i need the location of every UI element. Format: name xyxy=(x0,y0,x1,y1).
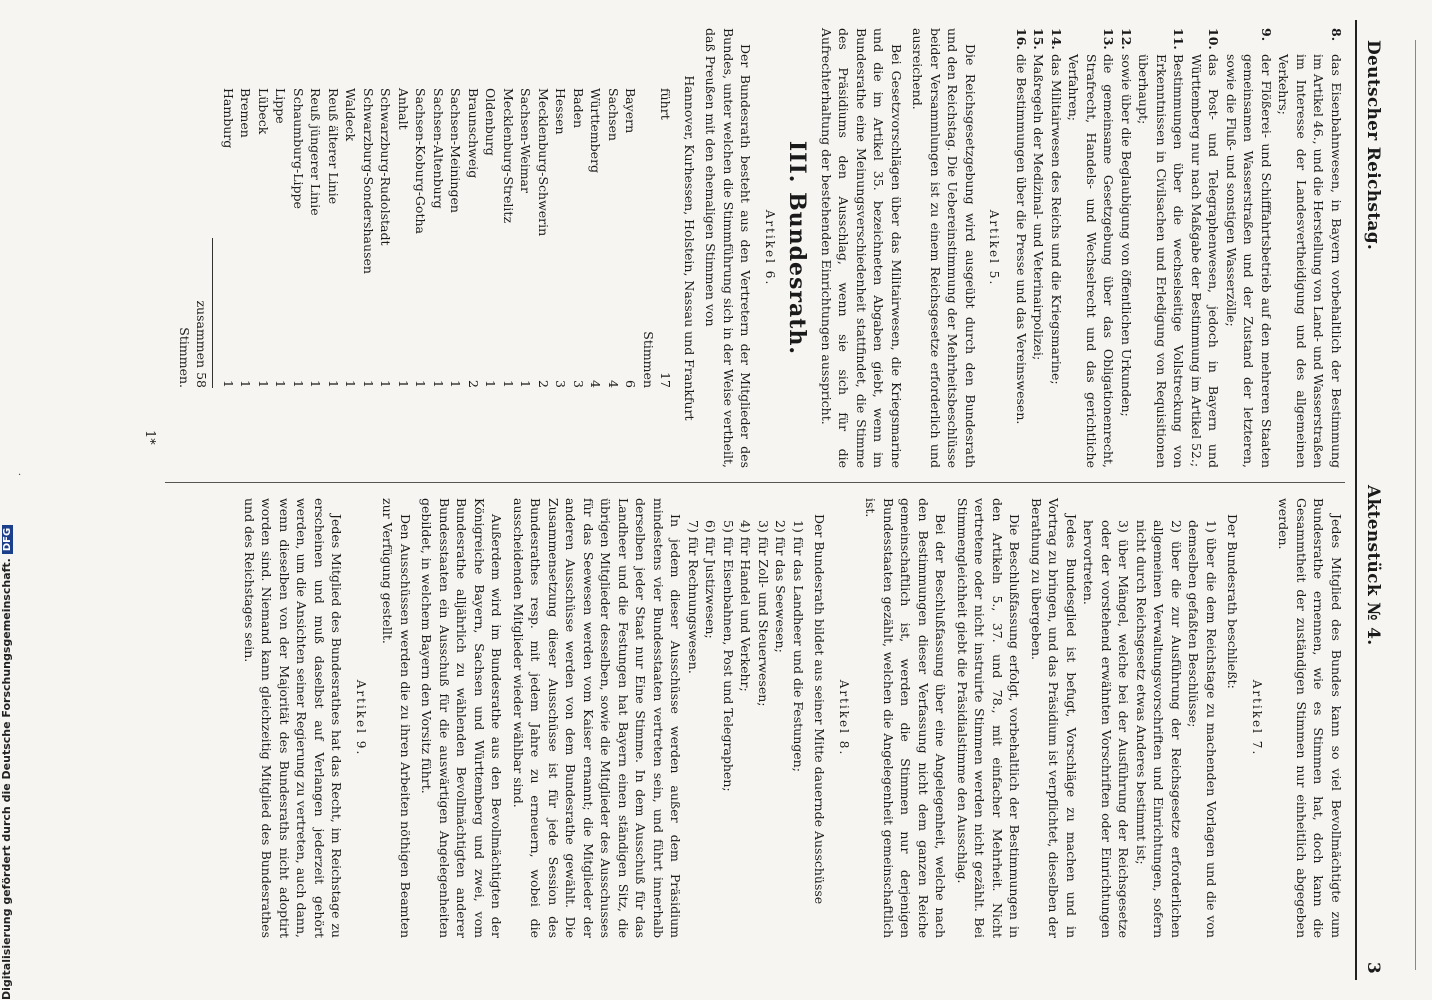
state-name: Bremen xyxy=(238,88,254,138)
article-8-intro: Der Bundesrath bildet aus seiner Mitte dauernde Ausschüsse xyxy=(812,514,828,905)
item-text: die gemeinsame Gesetzgebung über das Obligationenrecht, Strafrecht, Handels- und Wechselrecht und das gerichtliche Verfahren; xyxy=(1066,54,1117,468)
dfg-logo: DFG xyxy=(2,525,13,554)
article-8-item: 3) für Zoll- und Steuerwesen; xyxy=(756,520,771,707)
item-text: das Eisenbahnwesen, in Bayern vorbehaltlich der Bestimmung im Artikel 46., und die Herstellung von Land- und Wasserstraßen im Interesse der Landesvertheidigung und des allgemeinen Verkehrs; xyxy=(1276,54,1344,469)
vote-count: 1 xyxy=(483,380,499,388)
state-name: Anhalt xyxy=(396,88,411,130)
vote-row xyxy=(552,88,570,388)
vote-row xyxy=(535,88,553,388)
vote-count: 1 xyxy=(396,380,411,388)
item-text: das Militairwesen des Reichs und die Kriegsmarine; xyxy=(1049,54,1064,385)
article-7-paragraph-2: Die Beschlußfassung erfolgt, vorbehaltlich der Bestimmungen in den Artikeln 5., 37. und 78., mit einfacher Mehrheit. Nicht vertretene oder nicht instruirte Stimmen werden nicht gezählt. Bei Stimmengleichheit giebt die Präsidialstimme den Ausschlag. xyxy=(955,498,1023,938)
state-name: Mecklenburg-Schwerin xyxy=(536,88,551,237)
state-name: Bayern xyxy=(623,88,639,134)
vote-row xyxy=(342,88,360,388)
scan-speck: · xyxy=(18,470,22,481)
item-number: 14. xyxy=(1049,28,1064,50)
article-4-item xyxy=(1223,28,1276,468)
item-text: die Bestimmungen über die Presse und das Vereinswesen. xyxy=(1014,54,1029,425)
vote-row xyxy=(290,88,308,388)
item-number: 12. xyxy=(1119,28,1134,50)
vote-count: 1 xyxy=(413,380,429,388)
item-number: 16. xyxy=(1014,28,1029,50)
article-7-item: 1) über die dem Reichstage zu machenden Vorlagen und die von demselben gefaßten Beschlüsse; xyxy=(1186,520,1219,938)
article-8-item: 7) für Rechnungswesen. xyxy=(686,520,701,674)
article-4-item xyxy=(1065,28,1118,468)
state-name: Sachsen-Koburg-Gotha xyxy=(413,88,429,234)
state-name: Lübeck xyxy=(256,88,271,135)
vote-count: 2 xyxy=(536,380,551,388)
state-name: Lippe xyxy=(273,88,289,124)
vote-count: 1 xyxy=(343,380,359,388)
page-header xyxy=(1355,20,1385,980)
state-name: Waldeck xyxy=(343,88,359,142)
vote-row xyxy=(430,88,448,388)
state-name: Braunschweig xyxy=(466,88,481,179)
article-8-paragraph-3: Den Ausschüssen werden die zu ihren Arbeiten nöthigen Beamten zur Verfügung gestellt. xyxy=(380,498,413,938)
vote-row xyxy=(482,88,500,388)
vote-count: 1 xyxy=(308,380,324,388)
item-text: das Post- und Telegraphenwesen, jedoch in Bayern und Württemberg nur nach Maßgabe der Bestimmung im Artikel 52.; xyxy=(1189,54,1222,468)
state-name: Sachsen-Weimar xyxy=(518,88,534,193)
credit-text: Digitalisierung gefördert durch die Deutsche Forschungsgemeinschaft. xyxy=(0,558,13,1000)
vote-count: 4 xyxy=(606,380,621,388)
header-title: Deutscher Reichstag. xyxy=(1363,40,1383,251)
article-4-item xyxy=(1275,28,1345,468)
article-4-item xyxy=(1048,28,1066,468)
vote-row xyxy=(587,88,605,388)
article-6-closing: Jedes Mitglied des Bundes kann so viel Bevollmächtigte zum Bundesrathe ernennen, wie es Stimmen hat, doch kann die Gesammtheit der zuständigen Stimmen nur einheitlich abgegeben werden. xyxy=(1276,498,1344,938)
item-text: Maßregeln der Medizinal- und Veterinairpolizei; xyxy=(1031,54,1047,361)
article-4-item xyxy=(1188,28,1223,468)
vote-count: 1 xyxy=(238,380,254,388)
signature-mark: 1* xyxy=(142,430,157,445)
vote-count: 17 Stimmen xyxy=(641,331,674,388)
left-column xyxy=(176,28,1346,468)
vote-row xyxy=(465,88,483,388)
vote-count: 1 xyxy=(448,380,464,388)
vote-count: 1 xyxy=(518,380,534,388)
votes-total: zusammen 58 Stimmen. xyxy=(176,238,214,388)
header-document-number: Aktenstück № 4. xyxy=(1363,485,1383,646)
digitization-credit xyxy=(0,525,13,1000)
article-8-list xyxy=(685,520,808,938)
vote-row xyxy=(447,88,465,388)
vote-count: 1 xyxy=(431,380,446,388)
vote-row xyxy=(272,88,290,388)
state-name: Reuß jüngerer Linie xyxy=(308,88,324,216)
vote-row xyxy=(377,88,395,388)
state-name: Oldenburg xyxy=(483,88,499,156)
article-4-item xyxy=(1013,28,1031,468)
vote-row xyxy=(605,88,623,388)
article-8-paragraph-2: Außerdem wird im Bundesrathe aus den Bevollmächtigten der Königreiche Bayern, Sachsen und Württemberg und zwei, vom Bundesrathe alljährlich zu wählenden Bevollmächtigten anderer Bundesstaaten ein Ausschuß für die auswärtigen Angelegenheiten gebildet, in welchem Bayern den Vorsitz führt. xyxy=(419,498,505,938)
state-name: Sachsen-Meiningen xyxy=(448,88,464,213)
vote-count: 1 xyxy=(501,380,516,388)
article-7-paragraph-3: Bei der Beschlußfassung über eine Angelegenheit, welche nach den Bestimmungen dieser Verfassung nicht dem ganzen Reiche gemeinschaftlich ist, werden die Stimmen nur derjenigen Bundesstaaten gezählt, welchen die Angelegenheit gemeinschaftlich ist. xyxy=(863,498,949,938)
item-text: sowie über die Beglaubigung von öffentlichen Urkunden; xyxy=(1119,54,1134,417)
item-number: 13. xyxy=(1101,28,1117,50)
state-name: Schwarzburg-Sondershausen xyxy=(361,88,376,274)
article-7-item: 2) über die zur Ausführung der Reichsgesetze erforderlichen allgemeinen Verwaltungsvorschriften und Einrichtungen, sofern nicht durch Reichsgesetz etwas Anderes bestimmt ist; xyxy=(1134,520,1184,938)
item-number: 11. xyxy=(1171,28,1187,50)
item-number: 10. xyxy=(1206,28,1222,50)
state-name: Schwarzburg-Rudolstadt xyxy=(378,88,394,246)
rotated-document-page xyxy=(50,20,1385,980)
vote-count: 2 xyxy=(466,380,481,388)
state-name: Baden xyxy=(571,88,586,129)
article-4-item xyxy=(1030,28,1048,468)
state-name: führt xyxy=(658,88,674,120)
state-name: Württemberg xyxy=(588,88,604,174)
vote-row xyxy=(395,88,413,388)
state-name: Sachsen-Altenburg xyxy=(431,88,446,209)
right-column xyxy=(237,498,1346,938)
vote-count: 6 xyxy=(623,380,639,388)
item-number: 9. xyxy=(1259,28,1274,42)
vote-count: 3 xyxy=(571,380,586,388)
vote-row xyxy=(412,88,430,388)
article-4-item xyxy=(1118,28,1136,468)
item-number: 8. xyxy=(1329,28,1344,42)
article-9-heading: Artikel 9. xyxy=(354,679,368,757)
item-text: der Flößerei- und Schifffahrtsbetrieb auf den mehreren Staaten gemeinsamen Wasserstraßen und der Zustand der letzteren, sowie die Fluß- und sonstigen Wasserzölle; xyxy=(1224,54,1274,468)
vote-count: 4 xyxy=(588,380,604,388)
vote-row xyxy=(570,88,588,388)
item-number: 15. xyxy=(1031,28,1047,50)
state-name: Mecklenburg-Strelitz xyxy=(501,88,516,224)
article-8-item: 2) für das Seewesen; xyxy=(773,520,789,653)
article-4-item xyxy=(1135,28,1188,468)
state-name: Hessen xyxy=(553,88,569,135)
vote-count: 1 xyxy=(291,380,306,388)
article-7-list xyxy=(1080,520,1220,938)
vote-row xyxy=(237,88,255,388)
vote-count: 1 xyxy=(256,380,271,388)
vote-count: 1 xyxy=(273,380,289,388)
article-5-heading: Artikel 5. xyxy=(987,209,1002,287)
votes-table xyxy=(220,88,675,468)
article-6-heading: Artikel 6. xyxy=(763,209,777,287)
vote-row xyxy=(360,88,378,388)
item-text: Bestimmungen über die wechselseitige Vollstreckung von Erkenntnissen in Civilsachen und Erledigung von Requisitionen überhaupt; xyxy=(1136,54,1187,468)
article-8-item: 1) für das Landheer und die Festungen; xyxy=(791,520,806,772)
article-5-paragraph-1: Die Reichsgesetzgebung wird ausgeübt durch den Bundesrath und den Reichstag. Die Uebereinstimmung der Mehrheitsbeschlüsse beider Versammlungen ist zu einem Reichsgesetze erforderlich und ausreichend. xyxy=(910,28,978,468)
vote-row xyxy=(307,88,325,388)
page-number: 3 xyxy=(1363,961,1383,974)
article-7-heading: Artikel 7. xyxy=(1250,679,1264,757)
vote-count: 1 xyxy=(378,380,394,388)
vote-row xyxy=(517,88,535,388)
article-7-paragraph-1: Jedes Bundesglied ist befugt, Vorschläge zu machen und in Vortrag zu bringen, und das Präsidium ist verpflichtet, dieselben der Berathung zu übergeben. xyxy=(1029,498,1079,938)
article-8-item: 6) für Justizwesen; xyxy=(703,520,719,639)
vote-count: 1 xyxy=(361,380,376,388)
article-5-paragraph-2: Bei Gesetzvorschlägen über das Militairwesen, die Kriegsmarine und die im Artikel 35. bezeichneten Abgaben giebt, wenn im Bundesrathe eine Meinungsverschiedenheit stattfindet, die Stimme des Präsidiums den Ausschlag, wenn sie sich für die Aufrechterhaltung der bestehenden Einrichtungen ausspricht. xyxy=(819,28,904,468)
article-6-states: Hannover, Kurhessen, Holstein, Nassau und Frankfurt xyxy=(682,75,697,421)
article-8-heading: Artikel 8. xyxy=(837,679,851,757)
page-edge-line xyxy=(1415,40,1416,970)
state-name: Hamburg xyxy=(221,88,236,149)
article-7-intro: Der Bundesrath beschließt: xyxy=(1225,514,1241,689)
article-9-paragraph: Jedes Mitglied des Bundesrathes hat das Recht, im Reichstage zu erscheinen und muß daselbst auf Verlangen jederzeit gehört werden, um die Ansichten seiner Regierung zu vertreten, auch dann, wenn dieselben von der Majorität des Bundesraths nicht adoptirt worden sind. Niemand kann gleichzeitig Mitglied des Bundesrathes und des Reichstages sein. xyxy=(242,498,345,938)
state-name: Sachsen xyxy=(606,88,621,141)
vote-count: 1 xyxy=(221,380,236,388)
vote-count: 1 xyxy=(326,380,341,388)
vote-row xyxy=(500,88,518,388)
article-7-item: 3) über Mängel, welche bei der Ausführung der Reichsgesetze oder der vorstehend erwähnten Vorschriften oder Einrichtungen hervortreten. xyxy=(1081,520,1132,938)
vote-row xyxy=(220,88,238,388)
state-name: Reuß älterer Linie xyxy=(326,88,341,205)
vote-row xyxy=(622,88,640,388)
state-name: Schaumburg-Lippe xyxy=(291,88,306,209)
article-8-item: 4) für Handel und Verkehr; xyxy=(738,520,754,692)
vote-row xyxy=(325,88,343,388)
section-heading: III. Bundesrath. xyxy=(784,140,811,356)
vote-row xyxy=(255,88,273,388)
vote-count: 3 xyxy=(553,380,569,388)
article-8-paragraph-1: In jedem dieser Ausschüsse werden außer dem Präsidium mindestens vier Bundesstaaten vertreten sein, und führt innerhalb derselben jeder Staat nur Eine Stimme. In dem Ausschuß für das Landheer und die Festungen hat Bayern einen ständigen Sitz, die übrigen Mitglieder desselben, sowie die Mitglieder des Ausschusses für das Seewesen werden vom Kaiser ernannt; die Mitglieder der anderen Ausschüsse werden von dem Bundesrathe gewählt. Die Zusammensetzung dieser Ausschüsse ist für jede Session des Bundesrathes resp. mit jedem Jahre zu erneuern, wobei die ausscheidenden Mitglieder wieder wählbar sind. xyxy=(511,498,684,938)
article-6-paragraph: Der Bundesrath besteht aus den Vertretern der Mitglieder des Bundes, unter welchen die Stimmführung sich in der Weise vertheilt, daß Preußen mit den ehemaligen Stimmen von xyxy=(703,28,754,468)
vote-row xyxy=(640,88,675,388)
article-8-item: 5) für Eisenbahnen, Post und Telegraphen; xyxy=(721,520,736,792)
column-divider xyxy=(165,482,1345,483)
article-4-list xyxy=(1013,28,1346,468)
